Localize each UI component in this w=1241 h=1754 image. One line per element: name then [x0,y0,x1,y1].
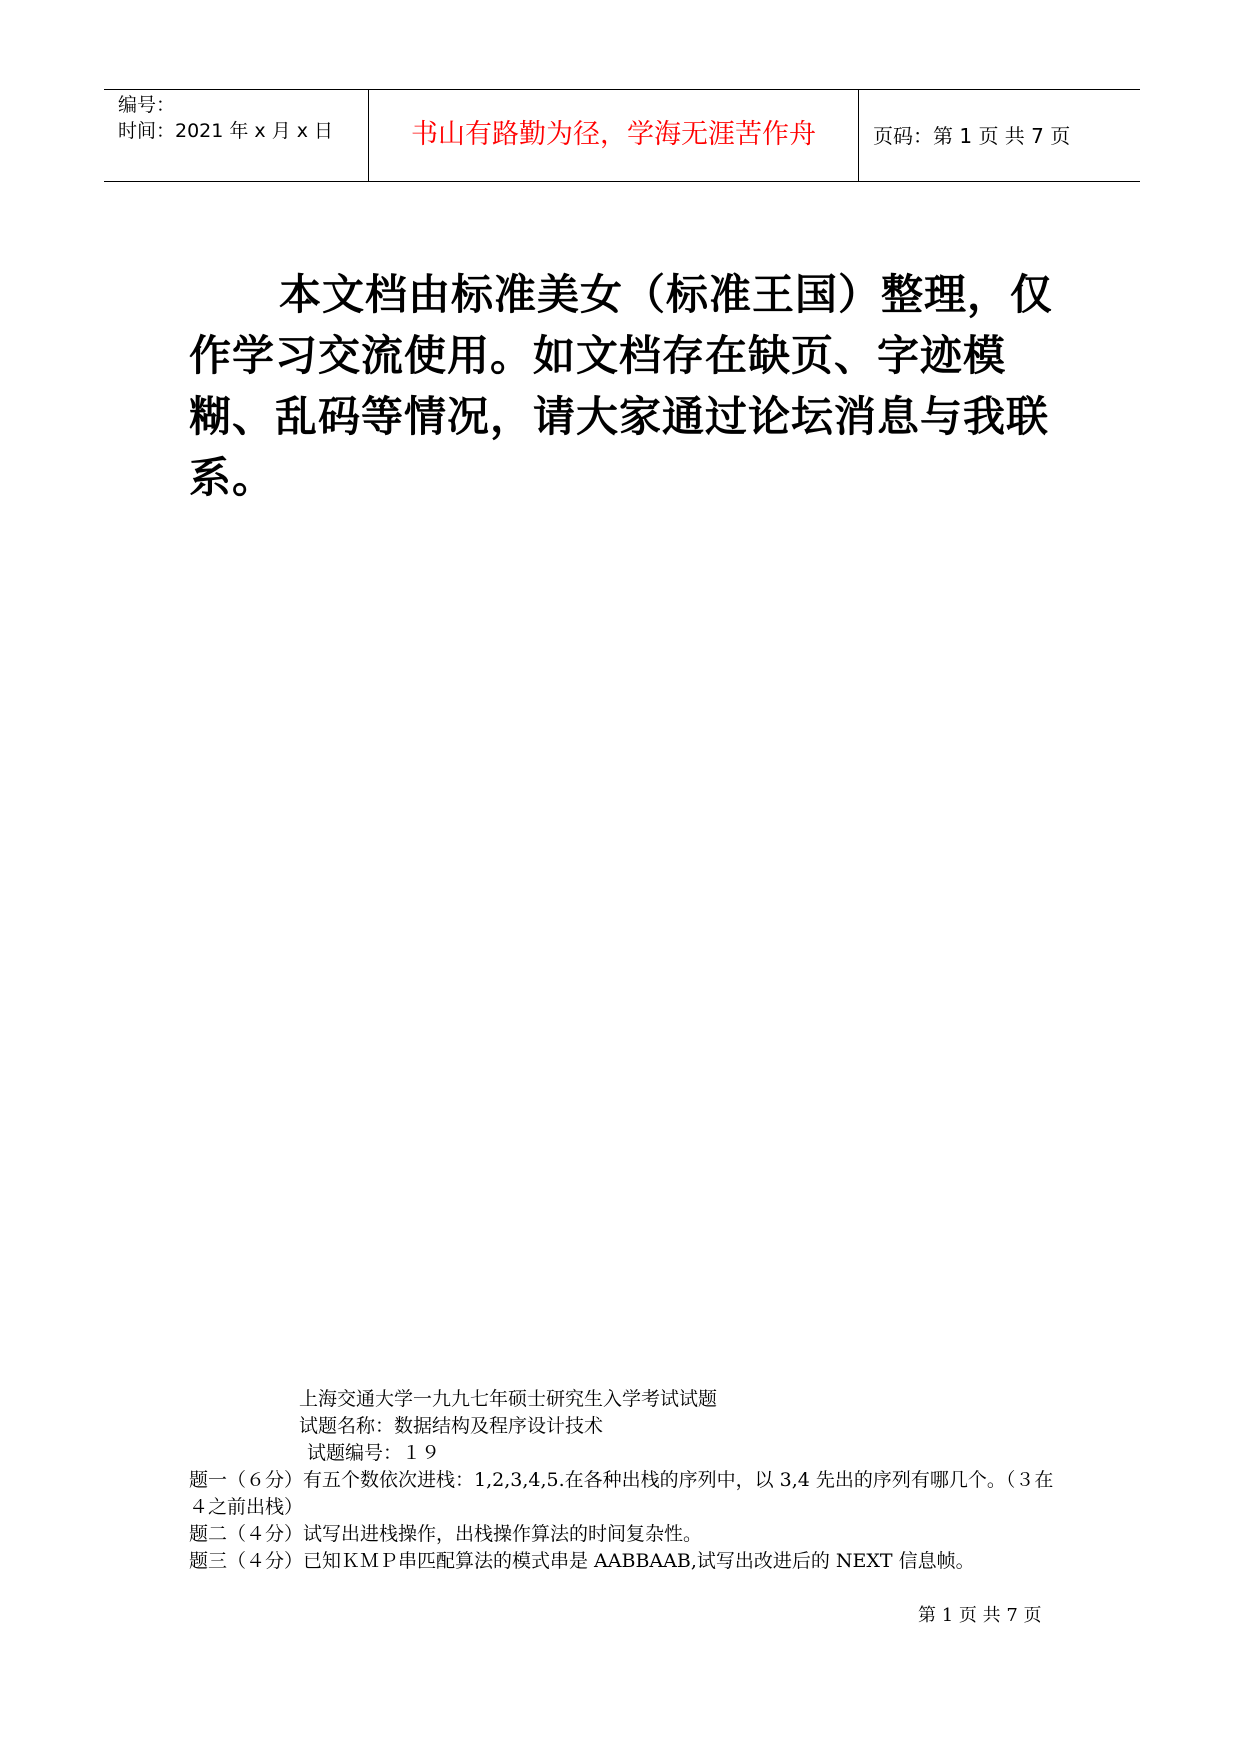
exam-code: 试题编号：１９ [307,1442,441,1464]
exam-question-1: 题一（６分）有五个数依次进栈：1,2,3,4,5.在各种出栈的序列中，以 3,4 先出的序列有哪几个。（３在４之前出栈） [189,1469,1054,1518]
exam-question-2: 题二（４分）试写出进栈操作，出栈操作算法的时间复杂性。 [189,1523,703,1545]
document-time-label: 时间：2021 年 x 月 x 日 [118,120,334,142]
exam-content [189,1386,1069,1575]
header-page-info: 页码：第 1 页 共 7 页 [873,124,1071,148]
document-header [104,89,1140,182]
header-motto: 书山有路勤为径，学海无涯苦作舟 [411,119,816,150]
notice-paragraph: 本文档由标准美女（标准王国）整理，仅作学习交流使用。如文档存在缺页、字迹模糊、乱码等情况，请大家通过论坛消息与我联系。 [189,270,1054,502]
exam-question-3: 题三（４分）已知ＫＭＰ串匹配算法的模式串是 AABBAAB,试写出改进后的 NEXT 信息帧。 [189,1550,975,1572]
document-number-label: 编号： [118,94,176,116]
page-footer: 第 1 页 共 7 页 [918,1605,1042,1626]
header-meta-cell [104,90,368,181]
header-motto-cell [368,90,859,181]
exam-subject: 试题名称：数据结构及程序设计技术 [299,1415,604,1437]
exam-title: 上海交通大学一九九七年硕士研究生入学考试试题 [299,1388,718,1410]
header-page-cell [859,90,1140,181]
